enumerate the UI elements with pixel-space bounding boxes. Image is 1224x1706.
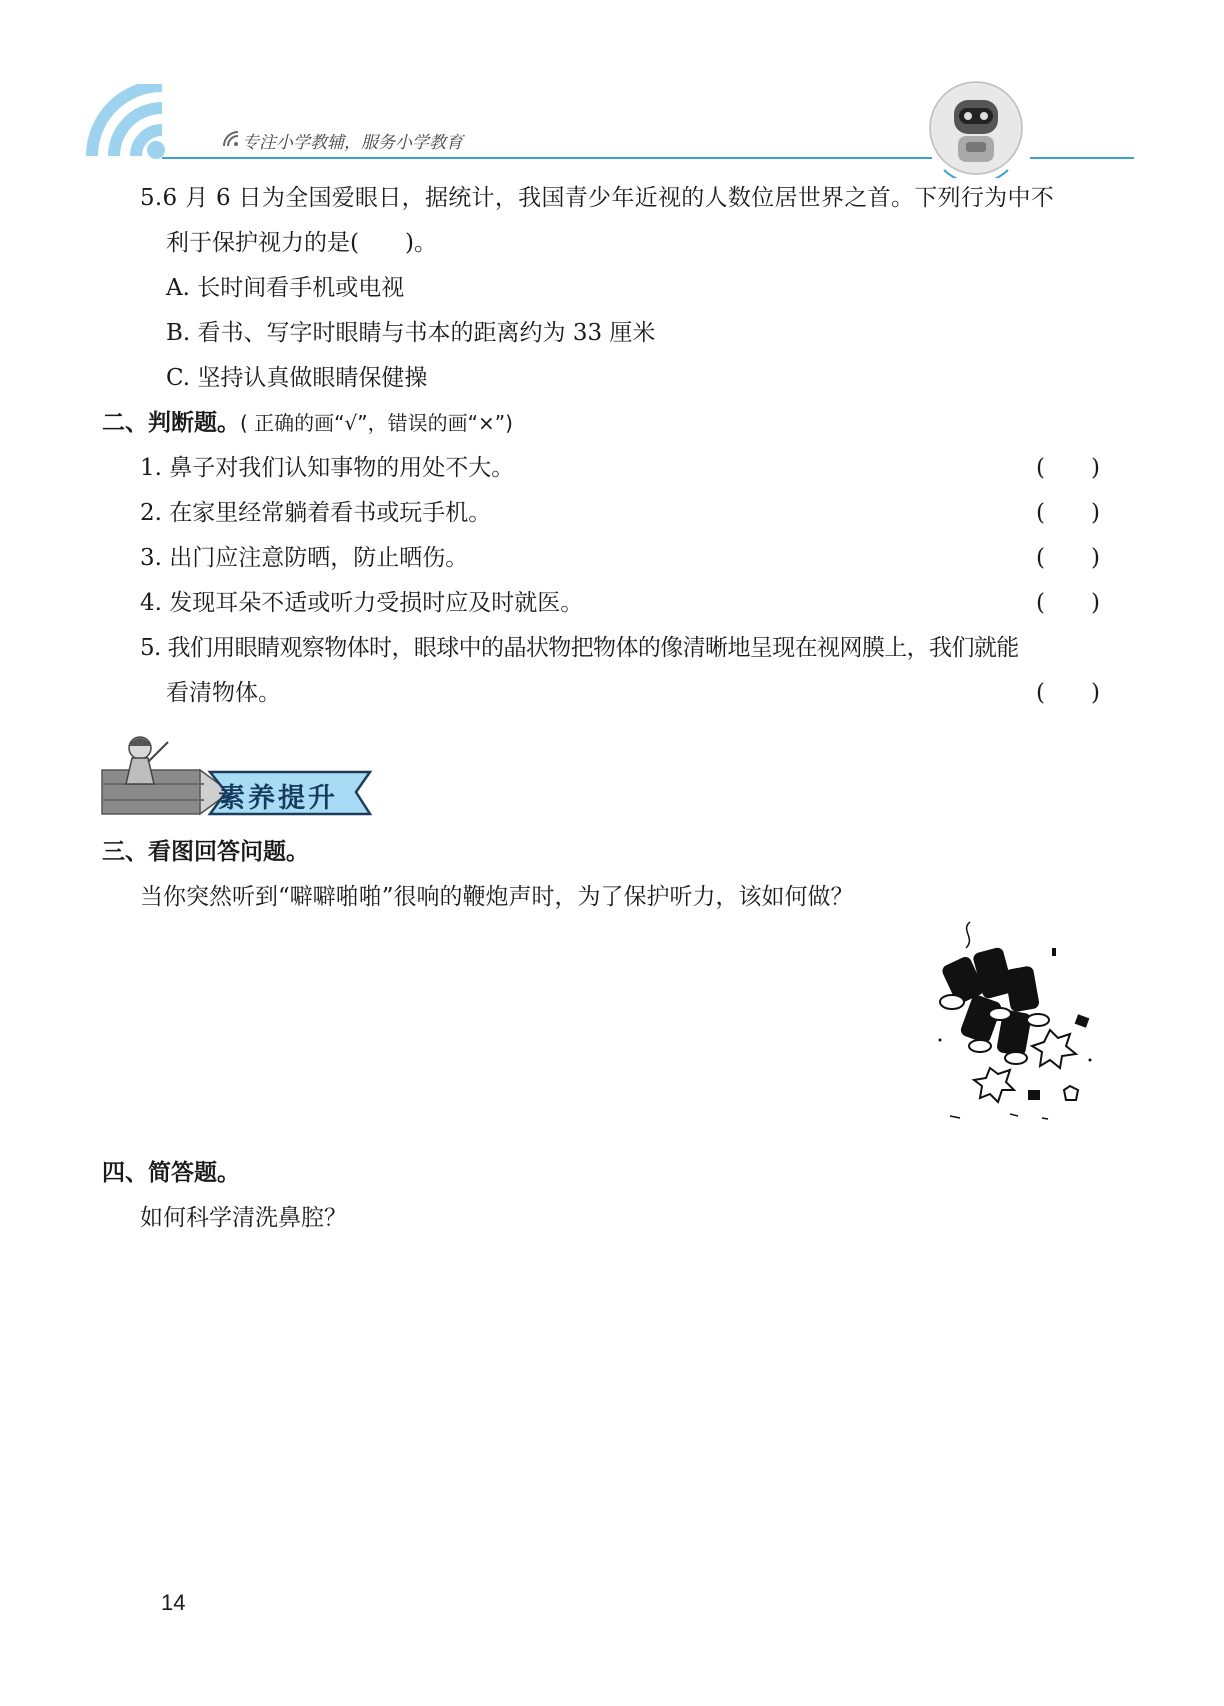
section4-question: 如何科学清洗鼻腔？ (140, 1205, 347, 1231)
section2-note: ( 正确的画“√”，错误的画“×”) (240, 411, 513, 435)
option-b[interactable]: B. 看书、写字时眼睛与书本的距离约为 33 厘米 (166, 320, 656, 346)
question-stem-line1: 5.6 月 6 日为全国爱眼日，据统计，我国青少年近视的人数位居世界之首。下列行为中不 (140, 185, 1055, 211)
robot-mascot-icon (926, 78, 1026, 178)
tf-item-2: 2. 在家里经常躺着看书或玩手机。 (140, 500, 492, 526)
tf-answer-blank-3[interactable]: ( ) (1036, 545, 1100, 571)
tf-item-4: 4. 发现耳朵不适或听力受损时应及时就医。 (140, 590, 584, 616)
tf-answer-blank-4[interactable]: ( ) (1036, 590, 1100, 616)
tf-item-3: 3. 出门应注意防晒，防止晒伤。 (140, 545, 469, 571)
section3-question: 当你突然听到“噼噼啪啪”很响的鞭炮声时，为了保护听力，该如何做？ (140, 884, 854, 910)
tf-item-1: 1. 鼻子对我们认知事物的用处不大。 (140, 455, 515, 481)
section4-title: 四、简答题。 (102, 1160, 240, 1186)
header-rule-right (1030, 157, 1134, 159)
section2-title (102, 408, 513, 438)
tf-answer-blank-1[interactable]: ( ) (1036, 455, 1100, 481)
tf-item-5-continuation: 看清物体。 (166, 680, 281, 706)
option-c[interactable]: C. 坚持认真做眼睛保健操 (166, 365, 428, 391)
wifi-logo-icon (84, 84, 174, 164)
header-rule (162, 157, 932, 159)
section3-title: 三、看图回答问题。 (102, 839, 309, 865)
header-slogan: 专注小学教辅，服务小学教育 (242, 133, 463, 153)
question-stem-line2: 利于保护视力的是( )。 (166, 230, 437, 256)
tf-answer-blank-5[interactable]: ( ) (1036, 680, 1100, 706)
section2-title-text: 二、判断题。 (102, 410, 240, 436)
option-a[interactable]: A. 长时间看手机或电视 (166, 275, 405, 301)
signal-icon (222, 130, 240, 148)
tf-item-5: 5. 我们用眼睛观察物体时，眼球中的晶状物把物体的像清晰地呈现在视网膜上，我们就能 (140, 635, 1019, 661)
firecracker-illustration (930, 920, 1120, 1120)
tf-answer-blank-2[interactable]: ( ) (1036, 500, 1100, 526)
banner-label: 素养提升 (218, 783, 338, 814)
page-number: 14 (161, 1590, 186, 1615)
